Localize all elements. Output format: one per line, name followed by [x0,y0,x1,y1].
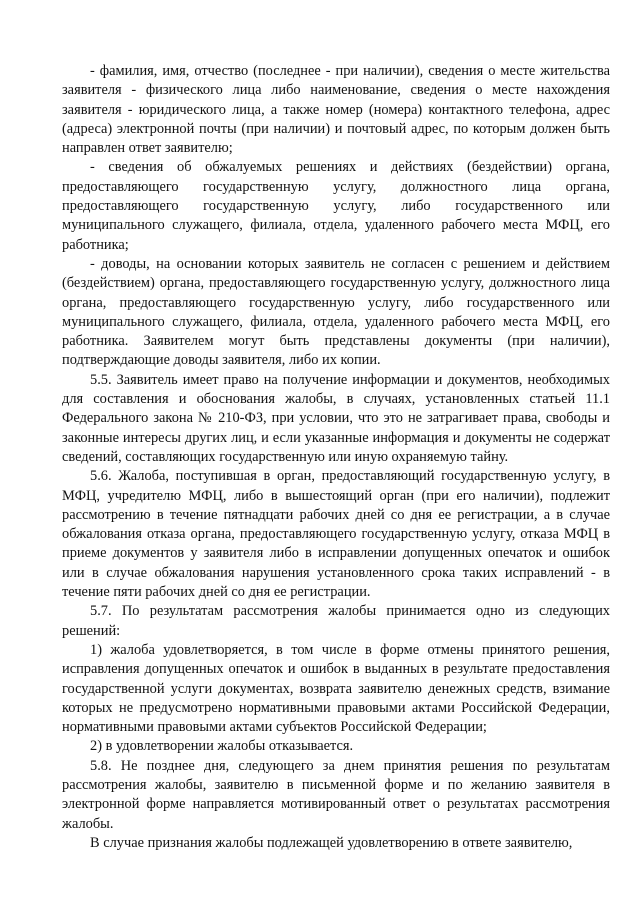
document-page [62,62,610,853]
paragraph-arguments: - доводы, на основании которых заявитель не согласен с решением и действием (бездействием) органа, предоставляющего государственную услугу, должностного лица органа, предоставляющего государственную услугу, либо государственного или муниципального служащего, филиала, отдела, удаленного рабочего места МФЦ, его работника. Заявителем могут быть представлены документы (при наличии), подтверждающие доводы заявителя, либо их копии. [62,255,610,369]
paragraph-5-5: 5.5. Заявитель имеет право на получение информации и документов, необходимых для составления и обоснования жалобы, в случаях, установленных статьей 11.1 Федерального закона № 210-ФЗ, при условии, что это не затрагивает права, свободы и законные интересы других лиц, и если указанные информация и документы не содержат сведений, составляющих государственную или иную охраняемую тайну. [62,371,610,465]
paragraph-final: В случае признания жалобы подлежащей удовлетворению в ответе заявителю, [90,834,573,851]
paragraph-decision-1: 1) жалоба удовлетворяется, в том числе в форме отмены принятого решения, исправления допущенных опечаток и ошибок в выданных в результате предоставления государственной услуги документах, возврата заявителю денежных средств, взимание которых не предусмотрено нормативными правовыми актами Российской Федерации, нормативными правовыми актами субъектов Российской Федерации; [62,641,610,736]
paragraph-appealed-decisions: - сведения об обжалуемых решениях и действиях (бездействии) органа, предоставляющего государственную услугу, должностного лица органа, предоставляющего государственную услугу, либо государственного или муниципального служащего, филиала, отдела, удаленного рабочего места МФЦ, его работника; [62,159,610,253]
paragraph-applicant-name: - фамилия, имя, отчество (последнее - при наличии), сведения о месте жительства заявителя - физического лица либо наименование, сведения о месте нахождения заявителя - юридического лица, а также номер (номера) контактного телефона, адрес (адреса) электронной почты (при наличии) и почтовый адрес, по которым должен быть направлен ответ заявителю; [62,63,610,157]
paragraph-5-6: 5.6. Жалоба, поступившая в орган, предоставляющий государственную услугу, в МФЦ, учредителю МФЦ, либо в вышестоящий орган (при его наличии), подлежит рассмотрению в течение пятнадцати рабочих дней со дня ее регистрации, а в случае обжалования отказа органа, предоставляющего государственную услугу, отказа МФЦ в приеме документов у заявителя либо в исправлении допущенных опечаток и ошибок или в случае обжалования нарушения установленного срока таких исправлений - в течение пяти рабочих дней со дня ее регистрации. [62,468,610,601]
paragraph-decision-2: 2) в удовлетворении жалобы отказывается. [90,738,354,755]
paragraph-5-8: 5.8. Не позднее дня, следующего за днем принятия решения по результатам рассмотрения жалобы, заявителю в письменной форме и по желанию заявителя в электронной форме направляется мотивированный ответ о результатах рассмотрения жалобы. [62,757,610,832]
paragraph-5-7: 5.7. По результатам рассмотрения жалобы принимается одно из следующих решений: [62,603,610,639]
